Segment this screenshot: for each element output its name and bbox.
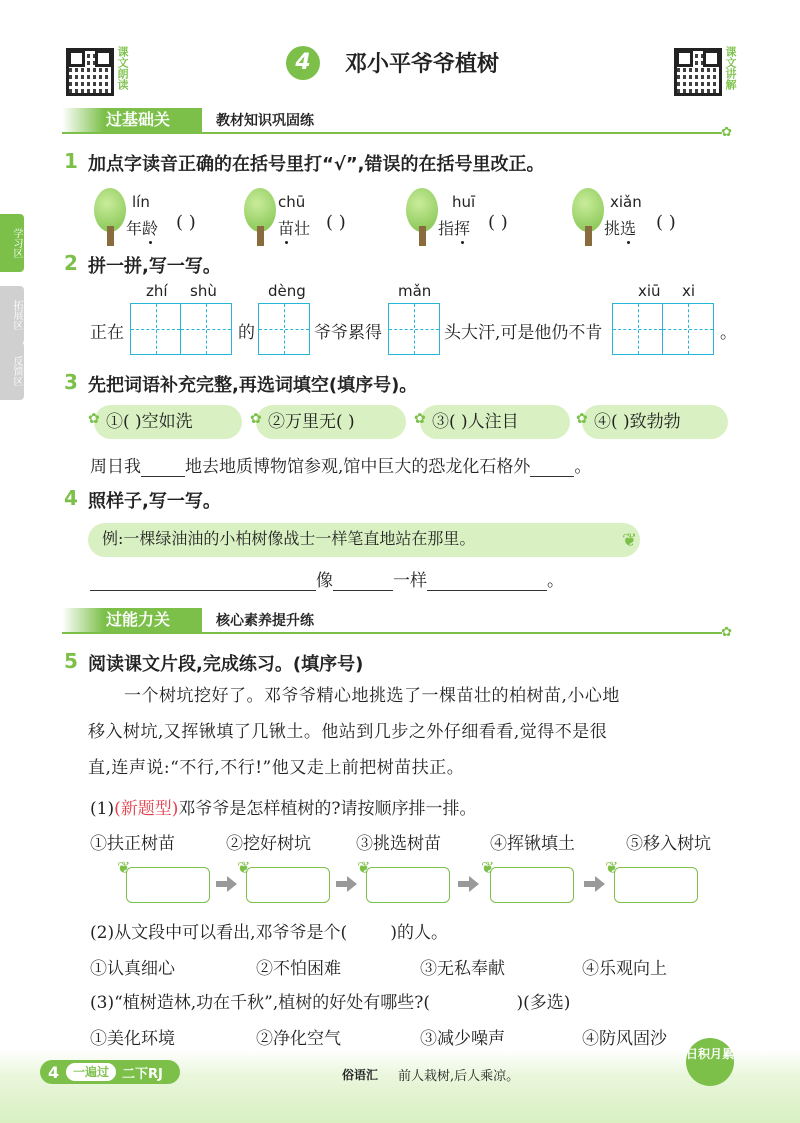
- proverb-text: 前人栽树,后人乘凉。: [398, 1069, 520, 1084]
- q3-option-3-label: ③( )人注目: [432, 412, 519, 432]
- flower-icon: ✿: [576, 411, 588, 427]
- side-tab-feedback[interactable]: 反馈区: [0, 342, 24, 400]
- q5-passage-line-3: 直,连声说:“不行,不行!”他又走上前把树苗扶正。: [88, 758, 465, 778]
- q4-fill-a: 像: [316, 571, 333, 591]
- q5-sub2-option-3[interactable]: ③无私奉献: [420, 959, 505, 979]
- q1-answer-4[interactable]: ( ): [656, 212, 676, 233]
- question-4-number: 4: [64, 486, 78, 510]
- q5-sub3: (3)“植树造林,功在千秋”,植树的好处有哪些?( )(多选): [90, 993, 571, 1013]
- section-ability-subtitle: 核心素养提升练: [216, 613, 314, 629]
- q1-answer-1[interactable]: ( ): [176, 212, 196, 233]
- q1-word-2: [278, 216, 310, 239]
- q1-word-1-a: 年: [126, 219, 143, 238]
- sprout-icon: ❦: [357, 858, 371, 877]
- q2-writing-grid-2[interactable]: [258, 303, 310, 355]
- grade-label: 二下RJ: [122, 1067, 163, 1082]
- q3-option-4[interactable]: [576, 405, 728, 439]
- q5-sub2: (2)从文段中可以看出,邓爷爷是个( )的人。: [90, 923, 448, 943]
- q3-option-1-label: ①( )空如洗: [106, 412, 193, 432]
- q2-pinyin-xiu: xiū: [638, 282, 661, 300]
- q1-answer-2[interactable]: ( ): [326, 212, 346, 233]
- q1-word-2-b: 壮: [294, 219, 311, 238]
- q2-pinyin-deng: dèng: [268, 282, 306, 300]
- q4-blank-3[interactable]: [427, 590, 547, 591]
- sprout-icon: ❦: [481, 858, 495, 877]
- q5-sub2-option-4[interactable]: ④乐观向上: [582, 959, 667, 979]
- order-box-5[interactable]: [605, 858, 698, 903]
- q3-option-2-label: ②万里无( ): [268, 412, 355, 432]
- daily-accumulation-badge: 日积月累: [686, 1038, 734, 1086]
- q3-option-4-label: ④( )致勃勃: [594, 412, 681, 432]
- brand-logo: 一遍过: [66, 1063, 116, 1081]
- q3-option-3[interactable]: [414, 405, 570, 439]
- q1-answer-3[interactable]: ( ): [488, 212, 508, 233]
- question-1-number: 1: [64, 149, 78, 173]
- q1-word-3-dot: 挥: [454, 219, 471, 238]
- section-basic: [62, 108, 732, 140]
- qr-code-right: [674, 48, 722, 96]
- side-tab-extend[interactable]: 拓展区: [0, 286, 24, 344]
- q5-passage-line-2: 移入树坑,又挥锹填了几锹土。他站到几步之外仔细看看,觉得不是很: [88, 722, 608, 742]
- order-box-2[interactable]: [237, 858, 330, 903]
- q5-passage: [88, 678, 738, 786]
- q4-fill-line: [90, 566, 564, 591]
- q3-blank-1[interactable]: [141, 476, 185, 477]
- q1-pinyin-2: chū: [278, 193, 306, 211]
- tree-icon: [240, 188, 280, 246]
- question-5-prompt: 阅读课文片段,完成练习。(填序号): [88, 654, 364, 675]
- section-ability-tag: 过能力关: [62, 608, 202, 632]
- q3-sentence: [90, 452, 591, 477]
- question-1-prompt: 加点字读音正确的在括号里打“√”,错误的在括号里改正。: [88, 154, 545, 175]
- q1-pinyin-3: huī: [452, 193, 476, 211]
- q3-sentence-a: 周日我: [90, 457, 141, 477]
- arrow-right-icon: [584, 876, 606, 892]
- page-number: 4: [48, 1063, 60, 1082]
- q2-pinyin-shu: shù: [190, 282, 217, 300]
- question-3-number: 3: [64, 370, 78, 394]
- q5-sub2-option-1[interactable]: ①认真细心: [90, 959, 175, 979]
- q5-passage-line-1: 一个树坑挖好了。邓爷爷精心地挑选了一棵苗壮的柏树苗,小心地: [124, 686, 620, 706]
- order-box-1[interactable]: [117, 858, 210, 903]
- q3-sentence-c: 。: [574, 457, 592, 477]
- q1-word-4-dot: 选: [620, 219, 637, 238]
- q1-word-2-dot: 苗: [278, 219, 295, 238]
- q2-writing-grid-3[interactable]: [388, 303, 440, 355]
- q2-text-1: 正在: [90, 323, 124, 343]
- q3-blank-2[interactable]: [530, 476, 574, 477]
- arrow-right-icon: [336, 876, 358, 892]
- sprout-icon: ❦: [117, 858, 131, 877]
- q1-pinyin-4: xiǎn: [610, 193, 642, 211]
- page-title: 邓小平爷爷植树: [345, 52, 500, 77]
- q5-sub1: [90, 794, 476, 819]
- section-ability: [62, 608, 732, 640]
- q5-sub2-option-2[interactable]: ②不怕困难: [256, 959, 341, 979]
- tree-icon: [568, 188, 608, 246]
- q5-sub3-option-3[interactable]: ③减少噪声: [420, 1029, 505, 1049]
- sprout-icon: ❦: [605, 858, 619, 877]
- q2-text-5: 。: [720, 323, 737, 343]
- q2-text-4: 头大汗,可是他仍不肯: [444, 323, 603, 343]
- q2-writing-grid-4[interactable]: [612, 303, 714, 355]
- q1-word-3-a: 指: [438, 219, 455, 238]
- q3-option-1[interactable]: [88, 405, 242, 439]
- q1-pinyin-1: lín: [132, 193, 150, 211]
- arrow-right-icon: [458, 876, 480, 892]
- q1-word-1-dot: 龄: [142, 219, 159, 238]
- tree-icon: [402, 188, 442, 246]
- q5-sub1-option-2: ②挖好树坑: [226, 834, 311, 854]
- flower-icon: ✿: [414, 411, 426, 427]
- flower-icon: ✿: [721, 125, 732, 140]
- q5-sub3-option-2[interactable]: ②净化空气: [256, 1029, 341, 1049]
- flower-icon: ✿: [721, 625, 732, 640]
- q5-sub1-number: (1): [90, 799, 115, 819]
- q2-pinyin-zhi: zhí: [146, 282, 168, 300]
- lesson-number-badge: 4: [286, 46, 320, 80]
- new-question-tag: (新题型): [114, 799, 179, 819]
- q1-word-4-a: 挑: [604, 219, 621, 238]
- q2-writing-grid-1[interactable]: [130, 303, 232, 355]
- leaf-icon: ❦: [622, 530, 638, 551]
- order-box-4[interactable]: [481, 858, 574, 903]
- question-2-number: 2: [64, 251, 78, 275]
- section-basic-subtitle: 教材知识巩固练: [216, 113, 314, 129]
- q1-word-3: [438, 216, 470, 239]
- qr-right-label: 课文讲解: [724, 46, 737, 90]
- q4-example: 例:一棵绿油油的小柏树像战士一样笔直地站在那里。: [88, 523, 640, 557]
- q2-text-2: 的: [238, 323, 255, 343]
- q1-word-1: [126, 216, 158, 239]
- question-3-prompt: 先把词语补充完整,再选词填空(填序号)。: [88, 375, 418, 396]
- q5-sub1-option-5: ⑤移入树坑: [626, 834, 711, 854]
- sprout-icon: ❦: [237, 858, 251, 877]
- q5-sub3-option-4[interactable]: ④防风固沙: [582, 1029, 667, 1049]
- section-divider: [62, 632, 722, 634]
- question-2-prompt: 拼一拼,写一写。: [88, 256, 221, 277]
- proverb-label: 俗语汇: [342, 1068, 379, 1082]
- q3-sentence-b: 地去地质博物馆参观,馆中巨大的恐龙化石格外: [185, 457, 531, 477]
- flower-icon: ✿: [250, 411, 262, 427]
- section-basic-tag: 过基础关: [62, 108, 202, 132]
- question-4-prompt: 照样子,写一写。: [88, 491, 221, 512]
- qr-code-left: [66, 48, 114, 96]
- q5-sub1-option-1: ①扶正树苗: [90, 834, 175, 854]
- q4-blank-1[interactable]: [90, 590, 316, 591]
- order-box-3[interactable]: [357, 858, 450, 903]
- q5-sub1-option-3: ③挑选树苗: [356, 834, 441, 854]
- flower-icon: ✿: [88, 411, 100, 427]
- q5-sub1-option-4: ④挥锹填土: [490, 834, 575, 854]
- question-5-number: 5: [64, 649, 78, 673]
- q4-fill-c: 。: [547, 571, 564, 591]
- q1-word-4: [604, 216, 636, 239]
- q2-text-3: 爷爷累得: [314, 323, 382, 343]
- side-tab-study[interactable]: 学习区: [0, 214, 24, 272]
- q5-sub1-text: 邓爷爷是怎样植树的?请按顺序排一排。: [178, 799, 477, 819]
- q4-fill-b: 一样: [393, 571, 427, 591]
- section-divider: [62, 132, 722, 134]
- q4-blank-2[interactable]: [333, 590, 393, 591]
- q2-pinyin-xi: xi: [682, 282, 696, 300]
- arrow-right-icon: [216, 876, 238, 892]
- tree-icon: [90, 188, 130, 246]
- q3-option-2[interactable]: [250, 405, 406, 439]
- q2-pinyin-man: mǎn: [398, 282, 432, 300]
- qr-left-label: 课文朗读: [116, 46, 129, 90]
- q5-sub3-option-1[interactable]: ①美化环境: [90, 1029, 175, 1049]
